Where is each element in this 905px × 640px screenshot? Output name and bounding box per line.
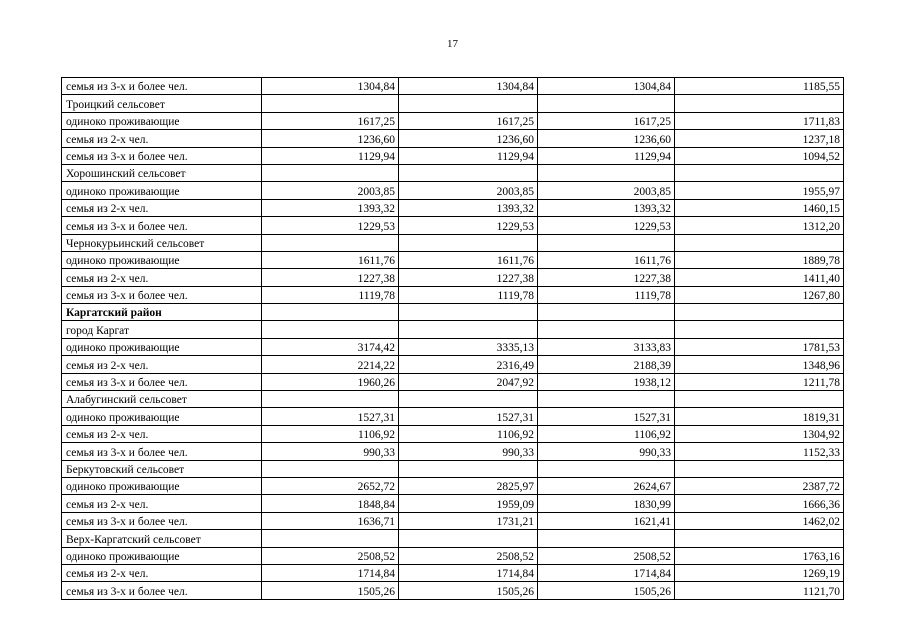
page-number: 17 (447, 38, 458, 50)
empty-cell (675, 304, 844, 321)
value-cell: 1611,76 (262, 251, 399, 268)
value-cell: 1312,20 (675, 217, 844, 234)
value-cell: 990,33 (538, 443, 675, 460)
settlement-name: Хорошинский сельсовет (62, 164, 262, 181)
table-row (62, 112, 844, 129)
value-cell: 1185,55 (675, 78, 844, 95)
empty-cell (399, 304, 538, 321)
value-cell: 2047,92 (399, 373, 538, 390)
value-cell: 1617,25 (399, 112, 538, 129)
table-row (62, 251, 844, 268)
empty-cell (538, 460, 675, 477)
row-label: семья из 3-х и более чел. (62, 78, 262, 95)
row-label: семья из 2-х чел. (62, 356, 262, 373)
value-cell: 1959,09 (399, 495, 538, 512)
empty-cell (675, 95, 844, 112)
value-cell: 1267,80 (675, 286, 844, 303)
row-label: одиноко проживающие (62, 338, 262, 355)
empty-cell (399, 460, 538, 477)
value-cell: 1505,26 (399, 582, 538, 599)
row-label: семья из 2-х чел. (62, 564, 262, 581)
value-cell: 1304,84 (262, 78, 399, 95)
value-cell: 1304,84 (538, 78, 675, 95)
value-cell: 1527,31 (399, 408, 538, 425)
value-cell: 1617,25 (538, 112, 675, 129)
row-label: семья из 3-х и более чел. (62, 286, 262, 303)
value-cell: 1348,96 (675, 356, 844, 373)
value-cell: 1636,71 (262, 512, 399, 529)
section-header-row (62, 530, 844, 547)
row-label: одиноко проживающие (62, 477, 262, 494)
value-cell: 1211,78 (675, 373, 844, 390)
row-label: одиноко проживающие (62, 182, 262, 199)
value-cell: 1393,32 (538, 199, 675, 216)
empty-cell (675, 321, 844, 338)
cost-table (61, 77, 844, 600)
value-cell: 1621,41 (538, 512, 675, 529)
row-label: семья из 3-х и более чел. (62, 373, 262, 390)
row-label: семья из 3-х и более чел. (62, 217, 262, 234)
value-cell: 1119,78 (399, 286, 538, 303)
value-cell: 1129,94 (538, 147, 675, 164)
table-row (62, 78, 844, 95)
value-cell: 1763,16 (675, 547, 844, 564)
table-row (62, 373, 844, 390)
value-cell: 1236,60 (399, 130, 538, 147)
value-cell: 990,33 (399, 443, 538, 460)
value-cell: 2188,39 (538, 356, 675, 373)
value-cell: 1617,25 (262, 112, 399, 129)
row-label: семья из 2-х чел. (62, 269, 262, 286)
empty-cell (399, 321, 538, 338)
table-row (62, 269, 844, 286)
value-cell: 1229,53 (538, 217, 675, 234)
section-header-row (62, 95, 844, 112)
table-row (62, 130, 844, 147)
section-header-row (62, 164, 844, 181)
table-row (62, 182, 844, 199)
value-cell: 2003,85 (399, 182, 538, 199)
row-label: семья из 2-х чел. (62, 199, 262, 216)
value-cell: 2652,72 (262, 477, 399, 494)
value-cell: 1830,99 (538, 495, 675, 512)
value-cell: 1106,92 (538, 425, 675, 442)
value-cell: 1848,84 (262, 495, 399, 512)
value-cell: 1304,84 (399, 78, 538, 95)
value-cell: 2624,67 (538, 477, 675, 494)
row-label: семья из 3-х и более чел. (62, 582, 262, 599)
table-row (62, 217, 844, 234)
empty-cell (538, 530, 675, 547)
empty-cell (538, 321, 675, 338)
value-cell: 2214,22 (262, 356, 399, 373)
row-label: семья из 3-х и более чел. (62, 512, 262, 529)
empty-cell (262, 530, 399, 547)
value-cell: 1666,36 (675, 495, 844, 512)
empty-cell (675, 234, 844, 251)
value-cell: 2003,85 (538, 182, 675, 199)
table-row (62, 582, 844, 599)
value-cell: 1611,76 (399, 251, 538, 268)
empty-cell (262, 460, 399, 477)
settlement-name: город Каргат (62, 321, 262, 338)
empty-cell (538, 95, 675, 112)
table-row (62, 495, 844, 512)
value-cell: 1119,78 (262, 286, 399, 303)
value-cell: 1889,78 (675, 251, 844, 268)
row-label: одиноко проживающие (62, 547, 262, 564)
value-cell: 1714,84 (399, 564, 538, 581)
table-row (62, 286, 844, 303)
table-row (62, 425, 844, 442)
empty-cell (399, 164, 538, 181)
value-cell: 1227,38 (262, 269, 399, 286)
value-cell: 1393,32 (262, 199, 399, 216)
value-cell: 2508,52 (538, 547, 675, 564)
section-header-row (62, 234, 844, 251)
value-cell: 1938,12 (538, 373, 675, 390)
value-cell: 2508,52 (262, 547, 399, 564)
value-cell: 1229,53 (399, 217, 538, 234)
value-cell: 1227,38 (399, 269, 538, 286)
table-row (62, 199, 844, 216)
table-row (62, 147, 844, 164)
value-cell: 1227,38 (538, 269, 675, 286)
table-body (62, 78, 844, 600)
district-name: Каргатский район (62, 304, 262, 321)
row-label: семья из 2-х чел. (62, 425, 262, 442)
empty-cell (538, 304, 675, 321)
value-cell: 3335,13 (399, 338, 538, 355)
value-cell: 1106,92 (262, 425, 399, 442)
value-cell: 1094,52 (675, 147, 844, 164)
value-cell: 990,33 (262, 443, 399, 460)
settlement-name: Алабугинский сельсовет (62, 391, 262, 408)
table-row (62, 477, 844, 494)
empty-cell (399, 234, 538, 251)
value-cell: 1527,31 (262, 408, 399, 425)
value-cell: 1119,78 (538, 286, 675, 303)
settlement-name: Верх-Каргатский сельсовет (62, 530, 262, 547)
section-header-row (62, 321, 844, 338)
table-row (62, 547, 844, 564)
empty-cell (262, 321, 399, 338)
value-cell: 1731,21 (399, 512, 538, 529)
empty-cell (399, 530, 538, 547)
value-cell: 1236,60 (538, 130, 675, 147)
empty-cell (675, 391, 844, 408)
table-row (62, 512, 844, 529)
row-label: семья из 2-х чел. (62, 130, 262, 147)
empty-cell (675, 460, 844, 477)
value-cell: 2508,52 (399, 547, 538, 564)
settlement-name: Чернокурьинский сельсовет (62, 234, 262, 251)
value-cell: 1527,31 (538, 408, 675, 425)
value-cell: 1714,84 (262, 564, 399, 581)
empty-cell (538, 164, 675, 181)
empty-cell (262, 234, 399, 251)
value-cell: 1781,53 (675, 338, 844, 355)
table-row (62, 356, 844, 373)
table-row (62, 338, 844, 355)
value-cell: 1121,70 (675, 582, 844, 599)
value-cell: 1711,83 (675, 112, 844, 129)
value-cell: 1236,60 (262, 130, 399, 147)
value-cell: 1960,26 (262, 373, 399, 390)
value-cell: 2387,72 (675, 477, 844, 494)
empty-cell (399, 391, 538, 408)
value-cell: 1819,31 (675, 408, 844, 425)
value-cell: 2825,97 (399, 477, 538, 494)
value-cell: 1269,19 (675, 564, 844, 581)
table-row (62, 564, 844, 581)
value-cell: 1237,18 (675, 130, 844, 147)
value-cell: 1393,32 (399, 199, 538, 216)
value-cell: 1460,15 (675, 199, 844, 216)
value-cell: 1304,92 (675, 425, 844, 442)
empty-cell (262, 304, 399, 321)
empty-cell (538, 234, 675, 251)
empty-cell (675, 530, 844, 547)
value-cell: 2316,49 (399, 356, 538, 373)
table-row (62, 443, 844, 460)
value-cell: 1505,26 (538, 582, 675, 599)
value-cell: 1462,02 (675, 512, 844, 529)
empty-cell (262, 164, 399, 181)
row-label: одиноко проживающие (62, 251, 262, 268)
empty-cell (262, 391, 399, 408)
value-cell: 1955,97 (675, 182, 844, 199)
empty-cell (262, 95, 399, 112)
section-header-row (62, 391, 844, 408)
settlement-name: Беркутовский сельсовет (62, 460, 262, 477)
row-label: семья из 3-х и более чел. (62, 443, 262, 460)
value-cell: 1611,76 (538, 251, 675, 268)
value-cell: 1505,26 (262, 582, 399, 599)
table-row (62, 408, 844, 425)
value-cell: 1152,33 (675, 443, 844, 460)
section-header-row (62, 460, 844, 477)
empty-cell (399, 95, 538, 112)
empty-cell (675, 164, 844, 181)
district-header-row (62, 304, 844, 321)
row-label: одиноко проживающие (62, 112, 262, 129)
value-cell: 1129,94 (262, 147, 399, 164)
value-cell: 1106,92 (399, 425, 538, 442)
row-label: одиноко проживающие (62, 408, 262, 425)
value-cell: 3174,42 (262, 338, 399, 355)
value-cell: 3133,83 (538, 338, 675, 355)
value-cell: 1129,94 (399, 147, 538, 164)
settlement-name: Троицкий сельсовет (62, 95, 262, 112)
value-cell: 1714,84 (538, 564, 675, 581)
row-label: семья из 3-х и более чел. (62, 147, 262, 164)
row-label: семья из 2-х чел. (62, 495, 262, 512)
value-cell: 1411,40 (675, 269, 844, 286)
value-cell: 1229,53 (262, 217, 399, 234)
value-cell: 2003,85 (262, 182, 399, 199)
empty-cell (538, 391, 675, 408)
